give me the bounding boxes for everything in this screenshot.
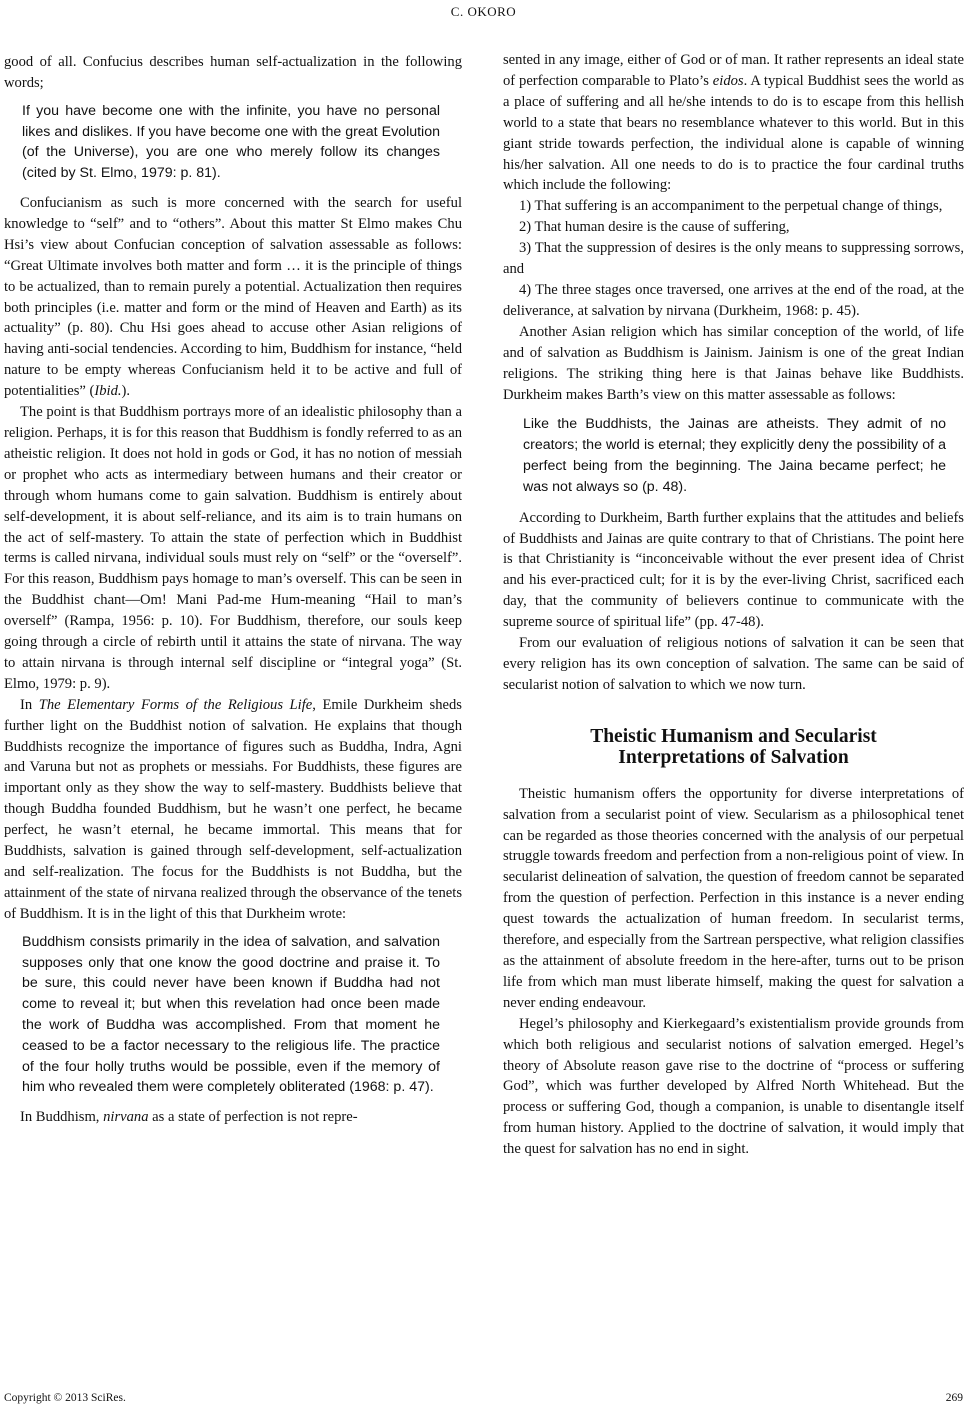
- quote-text: Buddhism consists primarily in the idea of salvation, and salvation supposes only that one know the good doctrine and praise it. To be sure, this could never have been known if Buddha had not come to reveal it; but when this revelation had once been made the work of Buddha was accomplished. From that moment he ceased to be a factor necessary to the religious life. The practice of the four holly truths would be possible, even if the memory of him who revealed them were completely obliterated (1968: p. 47).: [22, 933, 440, 1096]
- right-column: [503, 50, 964, 1160]
- list-item: 2) That human desire is the cause of suffering,: [519, 219, 790, 236]
- quote-text: If you have become one with the infinite, you have no personal likes and dislikes. If you have become one with the great Evolution (of the Universe), you are one who merely follow its changes (cited by St. Elmo, 1979: p. 81).: [22, 102, 440, 182]
- text-run: Confucianism as such is more concerned with the search for useful knowledge to “self” and to “others”. About this matter St Elmo makes Chu Hsi’s view about Confucian conception of salvation assessable as follows: “Great Ultimate involves both matter and form … it is the principle of things to be actualized, than to remain purely a potential. Actualization then requires both principles (i.e. matter and form or the mind of Heaven and Earth) as its actuality” (p. 80). Chu Hsi goes ahead to accuse other Asian religions of having anti-social tendencies. According to him, Buddhism for instance, “held nature to be empty whereas Confucianism held it to be active and full of potentialities” (: [4, 195, 462, 400]
- ibid-citation: Ibid.: [94, 383, 122, 400]
- book-title: The Elementary Forms of the Religious Life: [38, 696, 313, 713]
- paragraph: [4, 193, 462, 402]
- paragraph: Theistic humanism offers the opportunity for diverse interpretations of salvation from a secularist point of view. Secularism as a philosophical tenet can be regarded as those theories concerned with the analysis of our perpetual struggle towards freedom and perfection from a non-religious point of view. In secularist delineation of salvation, the question of freedom cannot be separated from the question of perfection. Perfection in this instance is a never ending quest towards the actualization of human freedom. In secularist terms, therefore, and especially from the Sartrean perspective, what religion classifies as the attainment of absolute freedom in the here-after, turns out to be prison life from which man must liberate himself, making the quest for salvation a never ending endeavour.: [503, 785, 964, 1011]
- paragraph: [4, 695, 462, 925]
- left-column: [4, 52, 462, 1128]
- paragraph: [503, 50, 964, 196]
- block-quote: [22, 932, 440, 1098]
- nirvana-term: nirvana: [103, 1109, 149, 1126]
- page-number: 269: [945, 1392, 963, 1404]
- block-quote: [523, 414, 946, 497]
- paragraph: From our evaluation of religious notions of salvation it can be seen that every religion has its own conception of salvation. The same can be said of secularist notion of salvation to which we now turn.: [503, 635, 964, 693]
- list-item: 1) That suffering is an accompaniment to the perpetual change of things,: [519, 198, 943, 215]
- paragraph: [4, 1107, 462, 1128]
- paragraph: Hegel’s philosophy and Kierkegaard’s existentialism provide grounds from which both religious and secularist notions of salvation emerged. Hegel’s theory of Absolute reason gave rise to the doctrine of “process or suffering God”, which was further developed by Alfred North Whitehead. But the process or suffering God, though a companion, is unable to disentangle itself from human history. Applied to the doctrine of salvation, it would imply that the quest for salvation has no end in sight.: [503, 1015, 964, 1158]
- block-quote: [22, 101, 440, 184]
- text-run: , Emile Durkheim sheds further light on the Buddhist notion of salvation. He explains that though Buddhists recognize the importance of figures such as Buddha, Indra, Agni and Varuna but not as prophets or messiahs. For Buddhists, these figures are important only as they show the way to self-mastery. Buddhists believe that though Buddha founded Buddhism, but he wasn’t one perfect, he became perfect, he wasn’t eternal, he became immortal. This means that for Buddhists, salvation is gained through self-development, self-actualization and self-realization. The focus for the Buddhists is not Buddha, but the attainment of the state of nirvana realized through the observance of the tenets of Buddhism. It is in the light of this that Durkheim wrote:: [4, 696, 462, 922]
- section-heading-line: Theistic Humanism and Secularist: [590, 725, 877, 747]
- section-heading: [503, 726, 964, 768]
- paragraph: According to Durkheim, Barth further explains that the attitudes and beliefs of Buddhists and Jainas are quite contrary to that of Christians. The point here is that Christianity is “inconceivable without the ever present idea of Christ and his ever-practiced cult; for it is by the ever-living Christ, sacrificed each day, that the community of believers continue to communicate with the supreme source of spiritual life” (pp. 47-48).: [503, 509, 964, 631]
- section-heading-line: Interpretations of Salvation: [618, 746, 849, 768]
- text-run: In: [20, 696, 39, 713]
- copyright-notice: Copyright © 2013 SciRes.: [4, 1392, 126, 1404]
- running-head: C. OKORO: [450, 4, 517, 19]
- text-run: ).: [121, 383, 131, 400]
- list-item: 3) That the suppression of desires is the only means to suppressing sorrows, and: [503, 240, 964, 278]
- text-run: sented in any image, either of God or of man. It rather represents an ideal state of perfection comparable to Plato’s: [503, 52, 964, 89]
- paragraph: The point is that Buddhism portrays more of an idealistic philosophy than a religion. Perhaps, it is for this reason that Buddhism is fondly referred to as an atheistic religion. It does not hold in gods or God, it has no notion of messiah or prophet who acts as intermediary between humans and their creator or through whom humans come to gain salvation. Buddhism is entirely about self-development, it is about self-reliance, and its aim is to train humans on the act of self-mastery. To attain the state of perfection which in Buddhist terms is called nirvana, individual souls must rely on “self” or the “overself”. For this reason, Buddhism pays homage to man’s overself. This can be seen in the Buddhist chant—Om! Mani Pad-me Hum-meaning “Hail to man’s overself” (Rampa, 1956: p. 10). For Buddhism, therefore, our souls keep going through a circle of rebirth until it attains the state of nirvana. The way to attain nirvana is through internal self discipline or “integral yoga” (St. Elmo, 1979: p. 9).: [4, 404, 462, 692]
- paragraph: Another Asian religion which has similar conception of the world, of life and of salvation as Buddhism is Jainism. Jainism is one of the great Indian religions. The striking thing here is that Jainas behave like Buddhists. Durkheim makes Barth’s view on this matter assessable as follows:: [503, 323, 964, 403]
- text-run: . A typical Buddhist sees the world as a place of suffering and all he/she intends to do is to escape from this hellish world to a state that bears no resemblance whatever to this world. But in this giant stride towards perfection, the individual alone is capable of winning his/her salvation. All one needs to do is to practice the four cardinal truths which include the following:: [503, 72, 965, 194]
- list-item: 4) The three stages once traversed, one arrives at the end of the road, at the deliverance, at salvation by nirvana (Durkheim, 1968: p. 45).: [503, 281, 964, 319]
- quote-text: Like the Buddhists, the Jainas are atheists. They admit of no creators; the world is eternal; they explicitly deny the possibility of a perfect being from the beginning. The Jaina became perfect; he was not always so (p. 48).: [523, 416, 946, 495]
- eidos-term: eidos: [712, 72, 744, 89]
- text-run: as a state of perfection is not repre-: [148, 1109, 358, 1126]
- text-run: In Buddhism,: [20, 1109, 104, 1126]
- paragraph: good of all. Confucius describes human self-actualization in the following words;: [4, 54, 462, 91]
